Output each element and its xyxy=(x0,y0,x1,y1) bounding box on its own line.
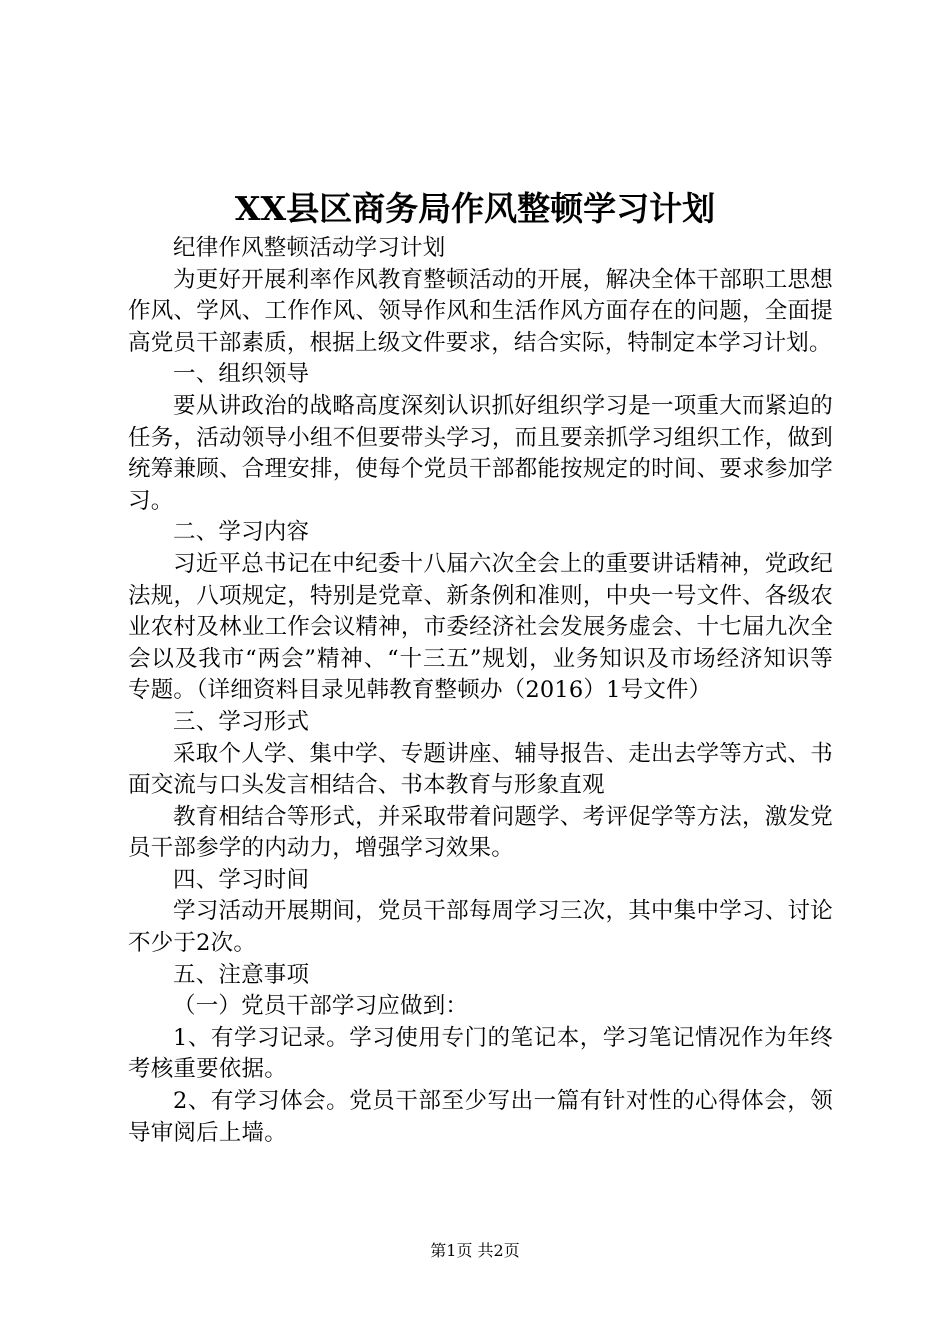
paragraph-form-1: 采取个人学、集中学、专题讲座、辅导报告、走出去学等方式、书面交流与口头发言相结合、书本教育与形象直观 xyxy=(128,740,833,799)
section-heading-content: 二、学习内容 xyxy=(173,519,310,546)
document-title: XX县区商务局作风整顿学习计划 xyxy=(234,189,716,228)
page-footer: 第1页 共2页 xyxy=(430,1241,520,1260)
section-heading-organization: 一、组织领导 xyxy=(173,361,310,388)
paragraph-form-2: 教育相结合等形式，并采取带着问题学、考评促学等方法，激发党员干部参学的内动力，增强学习效果。 xyxy=(128,803,833,862)
paragraph-organization: 要从讲政治的战略高度深刻认识抓好组织学习是一项重大而紧迫的任务，活动领导小组不但要带头学习，而且要亲抓学习组织工作，做到统筹兼顾、合理安排，使每个党员干部都能按规定的时间、要求参加学习。 xyxy=(128,392,833,514)
section-heading-notes: 五、注意事项 xyxy=(173,961,310,988)
section-heading-time: 四、学习时间 xyxy=(173,866,310,893)
paragraph-subtitle: 纪律作风整顿活动学习计划 xyxy=(173,235,446,261)
paragraph-content: 习近平总书记在中纪委十八届六次全会上的重要讲话精神，党政纪法规，八项规定，特别是党章、新条例和准则，中央一号文件、各级农业农村及林业工作会议精神，市委经济社会发展务虚会、十七届九次全会以及我市“两会”精神、“十三五”规划，业务知识及市场经济知识等专题。（详细资料目录见韩教育整顿办（2016）1号文件） xyxy=(128,550,833,704)
document-body xyxy=(128,233,833,1149)
paragraph-notes-item-2: 2、有学习体会。党员干部至少写出一篇有针对性的心得体会，领导审阅后上墙。 xyxy=(128,1088,833,1146)
paragraph-intro: 为更好开展利率作风教育整顿活动的开展，解决全体干部职工思想作风、学风、工作作风、领导作风和生活作风方面存在的问题，全面提高党员干部素质，根据上级文件要求，结合实际，特制定本学习计划。 xyxy=(128,266,833,356)
section-heading-form: 三、学习形式 xyxy=(173,708,310,735)
paragraph-notes-sub: （一）党员干部学习应做到： xyxy=(173,993,469,1020)
paragraph-time: 学习活动开展期间，党员干部每周学习三次，其中集中学习、讨论不少于2次。 xyxy=(128,898,833,957)
paragraph-notes-item-1: 1、有学习记录。学习使用专门的笔记本，学习笔记情况作为年终考核重要依据。 xyxy=(128,1024,833,1083)
